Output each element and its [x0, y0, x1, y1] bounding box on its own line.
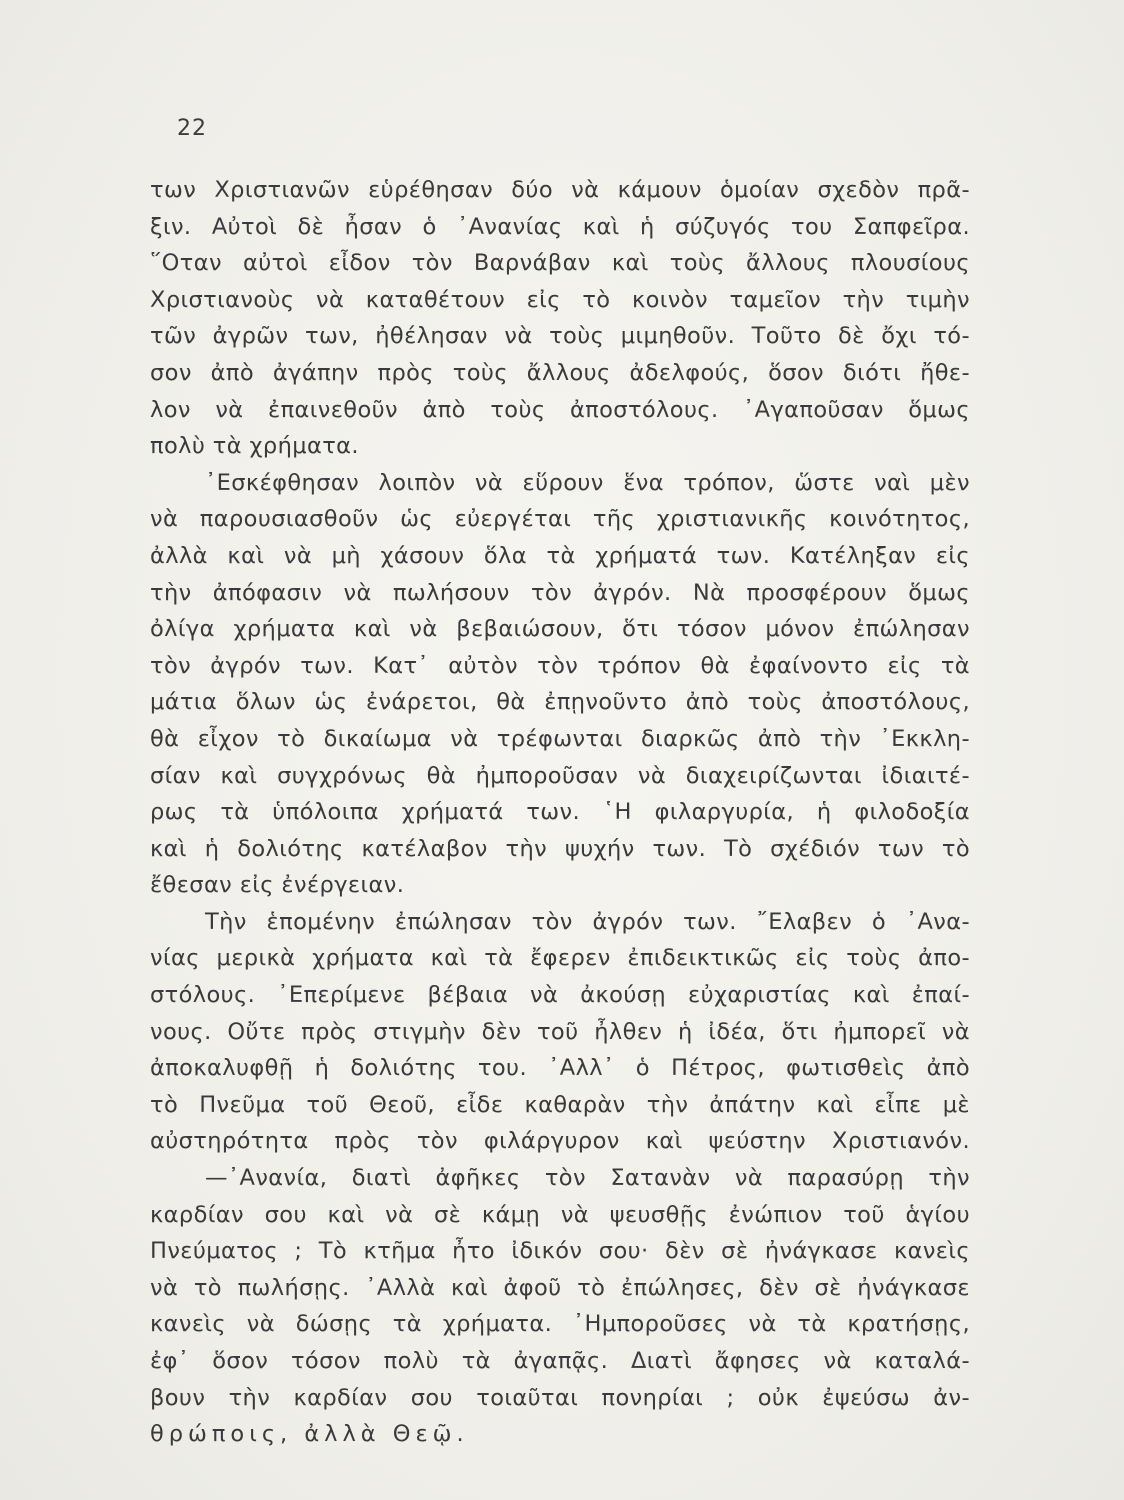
text-line: ξιν. Αὐτοὶ δὲ ἦσαν ὁ ᾿Ανανίας καὶ ἡ σύζυγός του Σαπφεῖρα.: [150, 213, 970, 240]
text-line: ὀλίγα χρήματα καὶ νὰ βεβαιώσουν, ὅτι τόσον μόνον ἐπώλησαν: [150, 616, 970, 643]
text-line: των Χριστιανῶν εὑρέθησαν δύο νὰ κάμουν ὁμοίαν σχεδὸν πρᾶ-: [150, 177, 970, 203]
text-line: τὸν ἀγρόν των. Κατ᾿ αὐτὸν τὸν τρόπον θὰ ἐφαίνοντο εἰς τὰ: [150, 652, 970, 679]
text-line: ἀποκαλυφθῇ ἡ δολιότης του. ᾿Αλλ᾿ ὁ Πέτρος, φωτισθεὶς ἀπὸ: [150, 1055, 970, 1082]
text-line: ῞Οταν αὐτοὶ εἶδον τὸν Βαρνάβαν καὶ τοὺς ἄλλους πλουσίους: [150, 250, 970, 277]
text-line: Χριστιανοὺς νὰ καταθέτουν εἰς τὸ κοινὸν ταμεῖον τὴν τιμὴν: [150, 286, 970, 313]
text-line: στόλους. ᾿Επερίμενε βέβαια νὰ ἀκούσῃ εὐχαριστίας καὶ ἐπαί-: [150, 982, 970, 1009]
text-line: Τὴν ἑπομένην ἐπώλησαν τὸν ἀγρόν των. ῎Ελαβεν ὁ ᾿Ανα-: [205, 908, 970, 935]
text-line: νους. Οὔτε πρὸς στιγμὴν δὲν τοῦ ἦλθεν ἡ ἰδέα, ὅτι ἠμπορεῖ νὰ: [150, 1018, 970, 1045]
text-line: λον νὰ ἐπαινεθοῦν ἀπὸ τοὺς ἀποστόλους. ᾿Αγαποῦσαν ὅμως: [150, 396, 970, 423]
text-line: ἀλλὰ καὶ νὰ μὴ χάσουν ὅλα τὰ χρήματά των. Κατέληξαν εἰς: [150, 542, 970, 569]
text-line: τὴν ἀπόφασιν νὰ πωλήσουν τὸν ἀγρόν. Νὰ προσφέρουν ὅμως: [150, 579, 970, 606]
body-text: [150, 172, 970, 1453]
text-line: ᾿Εσκέφθησαν λοιπὸν νὰ εὕρουν ἕνα τρόπον, ὥστε ναὶ μὲν: [205, 469, 970, 496]
text-line: —᾿Ανανία, διατὶ ἀφῆκες τὸν Σατανὰν νὰ παρασύρῃ τὴν: [205, 1165, 970, 1192]
text-line: πολὺ τὰ χρήματα.: [150, 433, 359, 460]
text-line: θὰ εἶχον τὸ δικαίωμα νὰ τρέφωνται διαρκῶς ἀπὸ τὴν ᾿Εκκλη-: [150, 725, 970, 752]
text-line: μάτια ὅλων ὡς ἐνάρετοι, θὰ ἐπῃνοῦντο ἀπὸ τοὺς ἀποστόλους,: [150, 689, 970, 716]
text-line: νίας μερικὰ χρήματα καὶ τὰ ἔφερεν ἐπιδεικτικῶς εἰς τοὺς ἀπο-: [150, 945, 970, 972]
text-line: νὰ παρουσιασθοῦν ὡς εὐεργέται τῆς χριστιανικῆς κοινότητος,: [150, 506, 970, 533]
text-line: τὸ Πνεῦμα τοῦ Θεοῦ, εἶδε καθαρὰν τὴν ἀπάτην καὶ εἶπε μὲ: [150, 1091, 970, 1118]
text-line: ἔθεσαν εἰς ἐνέργειαν.: [150, 872, 405, 899]
text-line: σον ἀπὸ ἀγάπην πρὸς τοὺς ἄλλους ἀδελφούς, ὅσον διότι ἤθε-: [150, 359, 970, 386]
text-line: καὶ ἡ δολιότης κατέλαβον τὴν ψυχήν των. Τὸ σχέδιόν των τὸ: [150, 835, 970, 862]
text-line: Πνεύματος ; Τὸ κτῆμα ἦτο ἰδικόν σου· δὲν σὲ ἠνάγκασε κανεὶς: [150, 1238, 970, 1265]
text-line: σίαν καὶ συγχρόνως θὰ ἠμποροῦσαν νὰ διαχειρίζωνται ἰδιαιτέ-: [150, 762, 970, 789]
text-line: νὰ τὸ πωλήσῃς. ᾿Αλλὰ καὶ ἀφοῦ τὸ ἐπώλησες, δὲν σὲ ἠνάγκασε: [150, 1274, 970, 1301]
text-line: ρως τὰ ὑπόλοιπα χρήματά των. ῾Η φιλαργυρία, ἡ φιλοδοξία: [150, 799, 970, 826]
text-line: τῶν ἀγρῶν των, ἠθέλησαν νὰ τοὺς μιμηθοῦν. Τοῦτο δὲ ὄχι τό-: [150, 323, 970, 350]
text-line: κανεὶς νὰ δώσῃς τὰ χρήματα. ᾿Ημποροῦσες νὰ τὰ κρατήσῃς,: [150, 1311, 970, 1338]
page-number: 22: [177, 116, 207, 141]
text-line: βουν τὴν καρδίαν σου τοιαῦται πονηρίαι ; οὐκ ἐψεύσω ἀν-: [150, 1384, 970, 1411]
text-line: αὐστηρότητα πρὸς τὸν φιλάργυρον καὶ ψεύστην Χριστιανόν.: [150, 1128, 970, 1155]
text-line: καρδίαν σου καὶ νὰ σὲ κάμῃ νὰ ψευσθῇς ἐνώπιον τοῦ ἁγίου: [150, 1201, 970, 1228]
text-line: ἐφ᾿ ὅσον τόσον πολὺ τὰ ἀγαπᾷς. Διατὶ ἄφησες νὰ καταλά-: [150, 1348, 970, 1374]
text-line: θρώποις, ἀλλὰ Θεῷ.: [150, 1421, 469, 1448]
